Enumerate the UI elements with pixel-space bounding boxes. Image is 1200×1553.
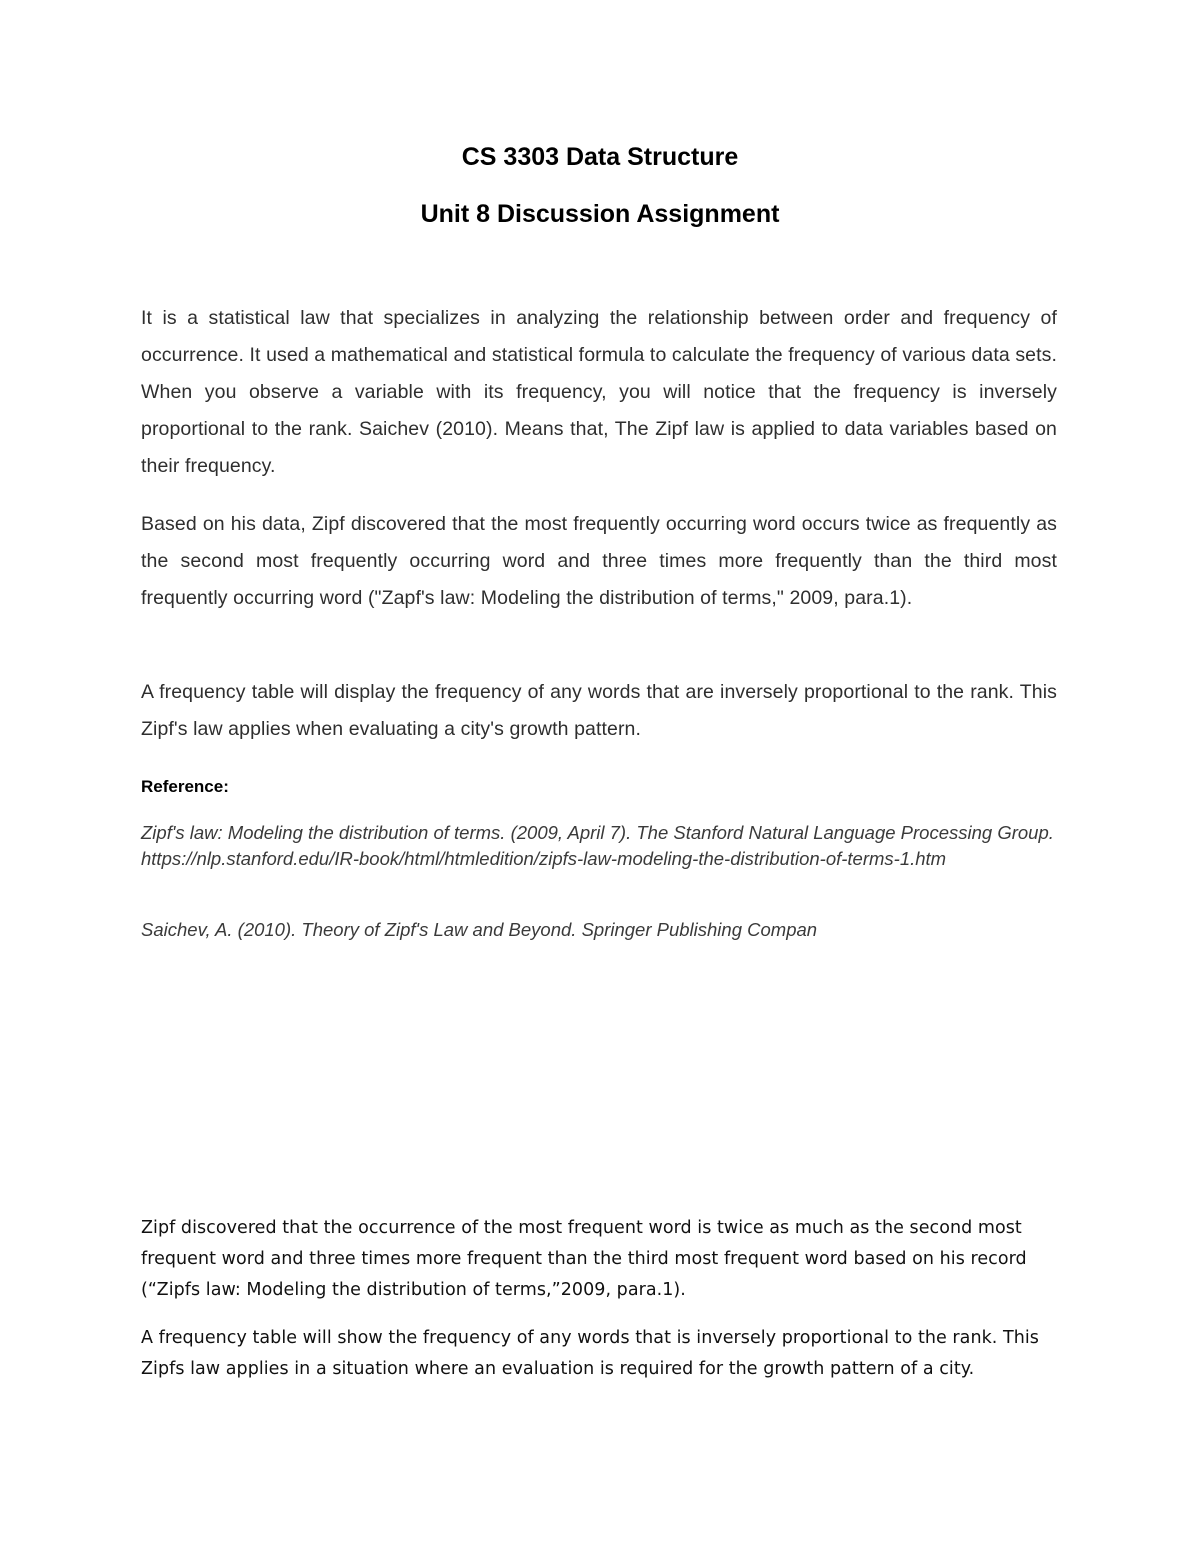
body-paragraph: It is a statistical law that specializes in analyzing the relationship between order and frequency of occurrence. It used a mathematical and statistical formula to calculate the frequency of various data sets. When you observe a variable with its frequency, you will notice that the frequency is inversely proportional to the rank. Saichev (2010). Means that, The Zipf law is applied to data variables based on their frequency. <box>141 307 1057 477</box>
summary-paragraph: A frequency table will show the frequency of any words that is inversely proportional to the rank. This Zipfs law applies in a situation where an evaluation is required for the growth pattern of a city. <box>141 1328 1039 1379</box>
reference-entry: Saichev, A. (2010). Theory of Zipf's Law and Beyond. Springer Publishing Compan <box>141 919 818 940</box>
document-title: CS 3303 Data Structure <box>461 143 739 171</box>
body-paragraph: Based on his data, Zipf discovered that the most frequently occurring word occurs twice as frequently as the second most frequently occurring word and three times more frequently than the third most frequently occurring word ("Zapf's law: Modeling the distribution of terms," 2009, para.1). <box>141 513 1057 609</box>
reference-heading: Reference: <box>141 777 229 796</box>
body-paragraph: A frequency table will display the frequency of any words that are inversely proportional to the rank. This Zipf's law applies when evaluating a city's growth pattern. <box>141 681 1057 740</box>
document-subtitle: Unit 8 Discussion Assignment <box>420 200 780 228</box>
reference-entry: Zipf's law: Modeling the distribution of terms. (2009, April 7). The Stanford Natural Language Processing Group. https://nlp.stanford.edu/IR-book/html/htmledition/zipfs-law-modeling-the-distribution-of-terms-1.htm <box>141 822 1054 869</box>
summary-paragraph: Zipf discovered that the occurrence of the most frequent word is twice as much as the second most frequent word and three times more frequent than the third most frequent word based on his record (“Zipfs law: Modeling the distribution of terms,”2009, para.1). <box>141 1218 1027 1300</box>
